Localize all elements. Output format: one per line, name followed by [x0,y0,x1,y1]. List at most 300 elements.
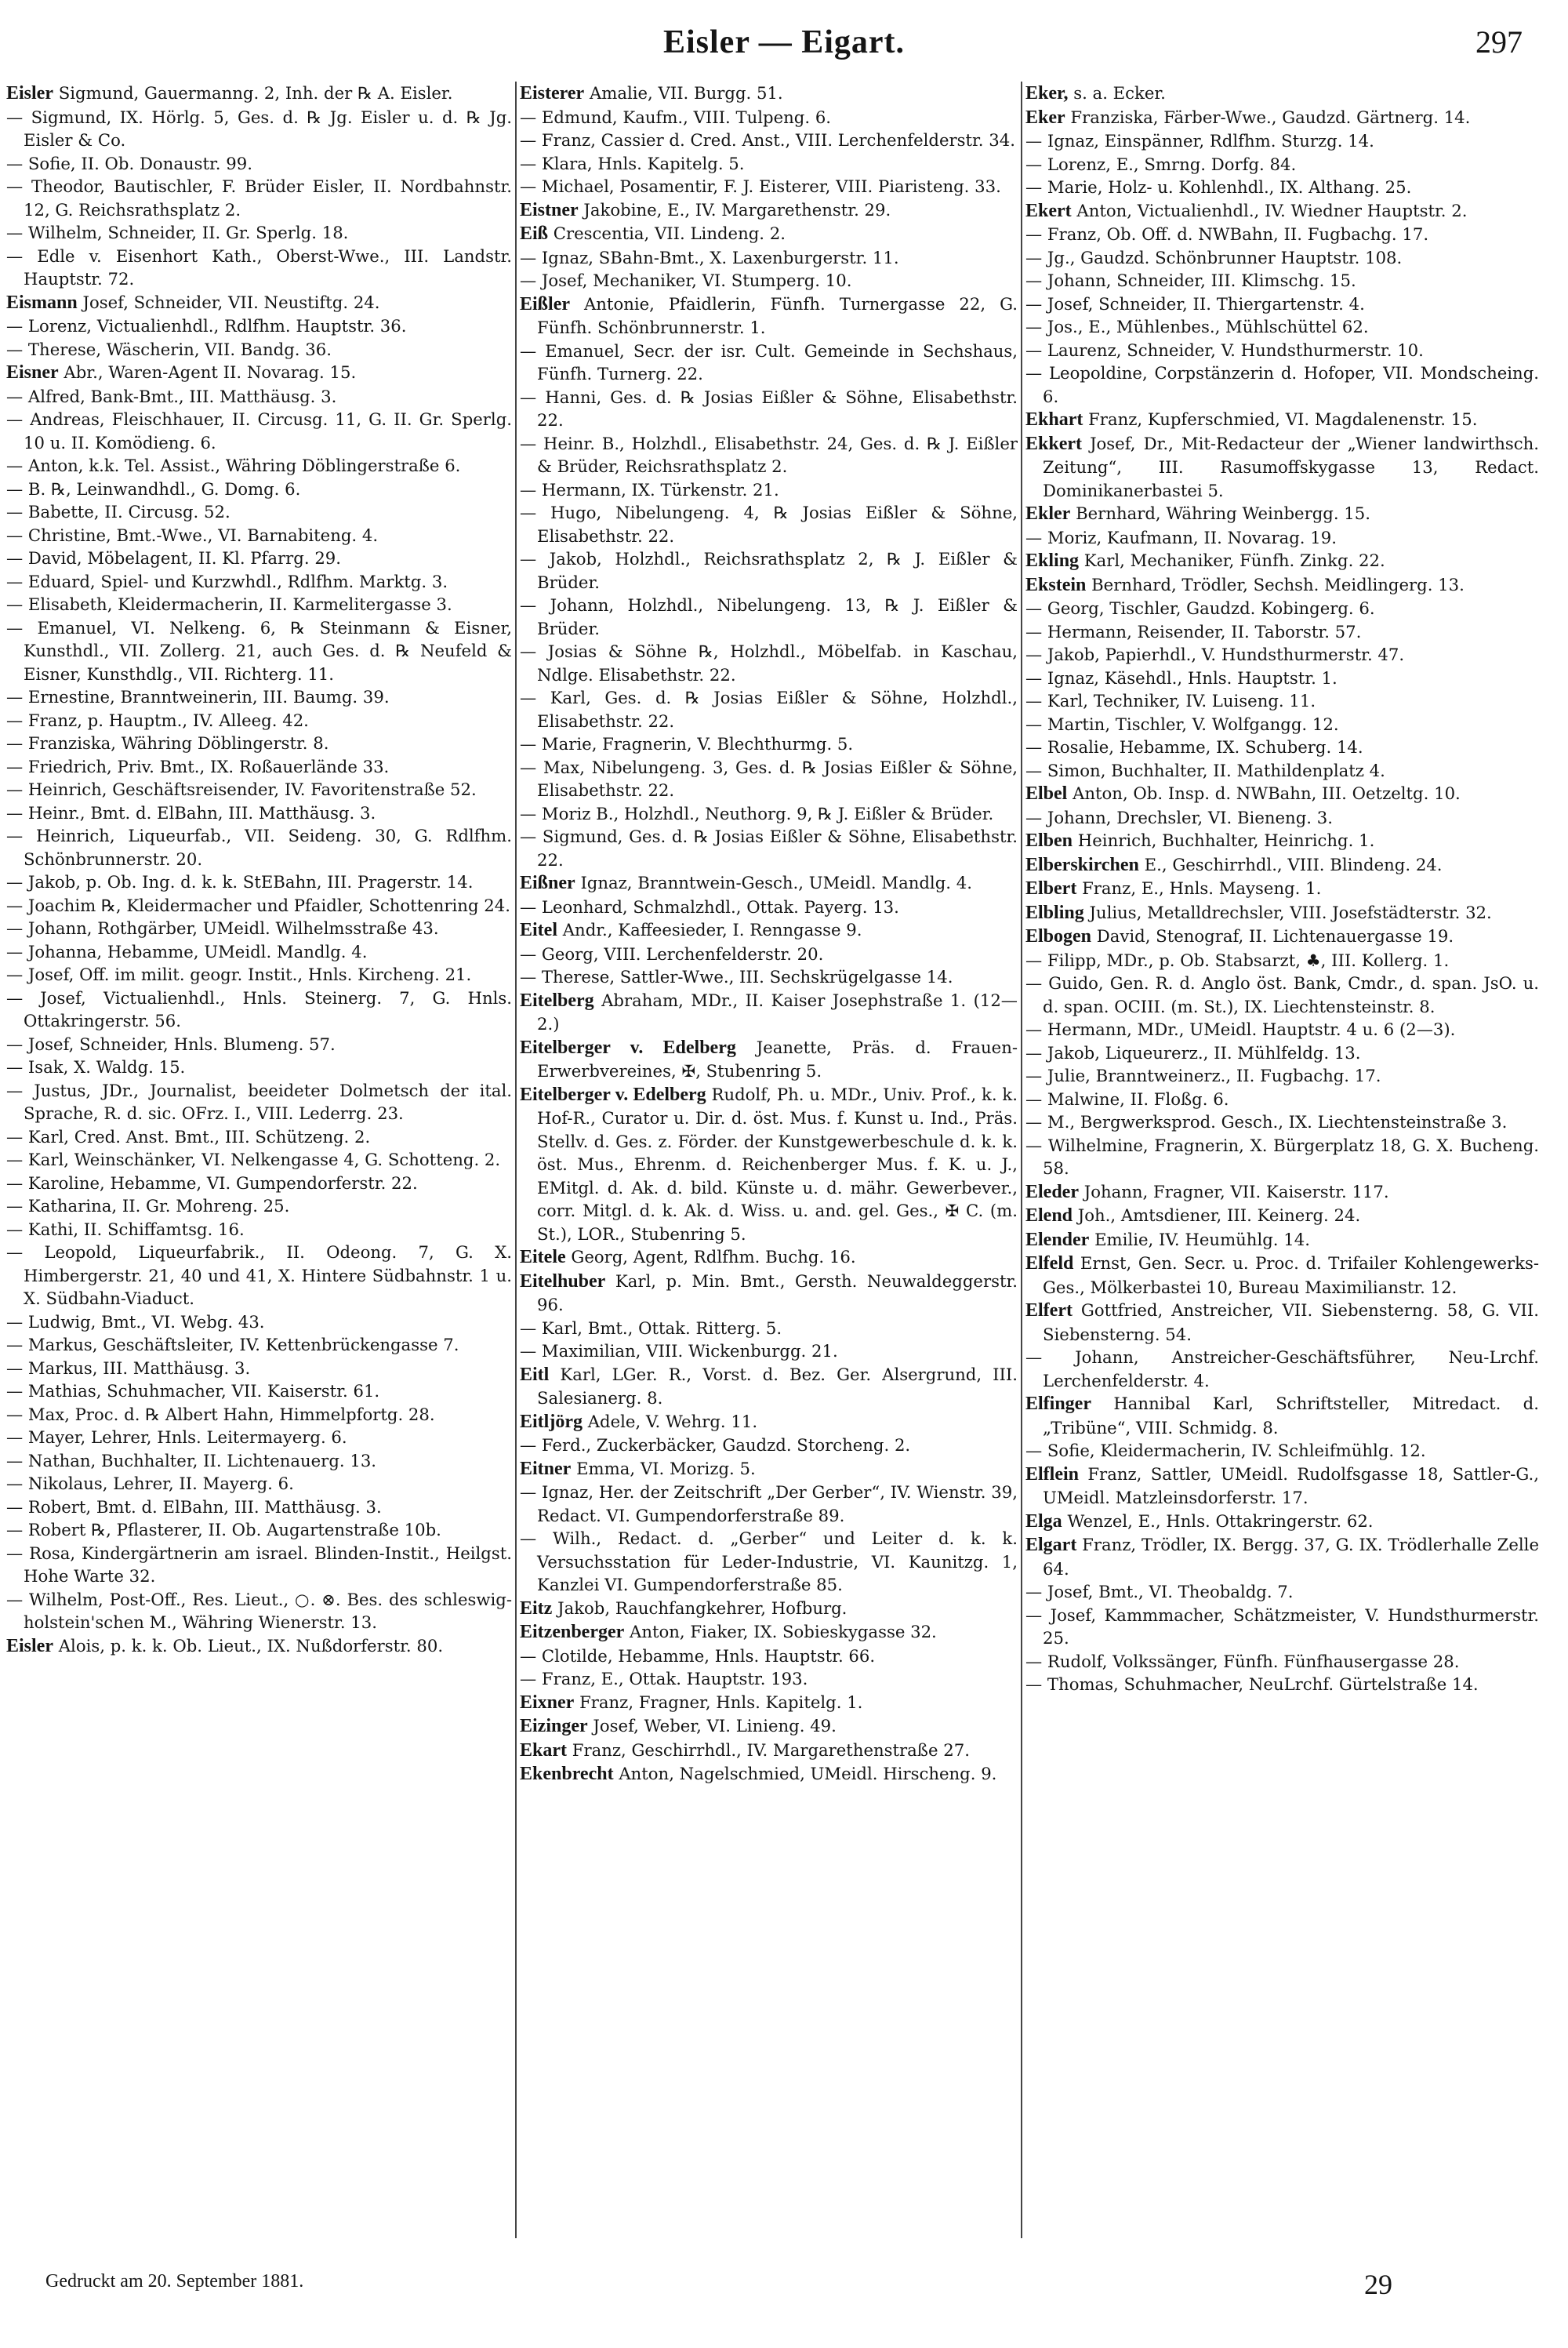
directory-entry [1025,362,1539,408]
entry-text: — Wilh., Redact. d. „Gerber“ und Leiter d. k. k. Versuchsstation für Leder-Industrie, VI. Kaunitzg. 1, Kanzlei VI. Gumpendorferstraße 85. [520,1528,1018,1594]
entry-text: — Max, Proc. d. ℞ Albert Hahn, Himmelpfortg. 28. [6,1404,435,1424]
entry-text: — Hermann, Reisender, II. Taborstr. 57. [1025,621,1362,642]
directory-entry [6,963,512,987]
directory-entry [6,1310,512,1334]
entry-text: — Hanni, Ges. d. ℞ Josias Eißler & Söhne, Elisabethstr. 22. [520,387,1018,430]
entry-text: Josef, Weber, VI. Linieng. 49. [593,1716,837,1736]
entry-text: — Hermann, MDr., UMeidl. Hauptstr. 4 u. 6 (2—3). [1025,1020,1456,1039]
entry-text: — Marie, Holz- u. Kohlenhdl., IX. Althang. 25. [1025,177,1412,197]
directory-entry [520,1667,1018,1691]
directory-entry [6,1449,512,1473]
entry-text: Alois, p. k. k. Ob. Lieut., IX. Nußdorferstr. 80. [58,1635,444,1656]
running-title: Eisler — Eigart. [662,24,906,60]
entry-text: Julius, Metalldrechsler, VIII. Josefstädterstr. 32. [1089,902,1492,922]
entry-text: — Justus, JDr., Journalist, beeideter Dolmetsch der ital. Sprache, R. d. sic. OFrz. I., VIII. Lederrg. 23. [6,1080,512,1123]
directory-entry [520,152,1018,176]
entry-text: — Johanna, Hebamme, UMeidl. Mandlg. 4. [6,941,368,961]
directory-entry [1025,1650,1539,1674]
entry-text: Antonie, Pfaidlerin, Fünfh. Turnergasse 22, G. Fünfh. Schönbrunnerstr. 1. [537,293,1018,337]
directory-entry [6,221,512,245]
directory-entry [1025,643,1539,667]
entry-text: — Georg, VIII. Lerchenfelderstr. 20. [520,943,824,964]
entry-surname: Eixner [520,1692,575,1713]
directory-entry [520,198,1018,223]
directory-entry [6,940,512,964]
directory-entry [520,756,1018,802]
directory-entry [1025,713,1539,736]
entry-text: — Jakob, Papierhdl., V. Hundsthurmerstr. 47. [1025,645,1405,664]
directory-entry [1025,1510,1539,1534]
directory-entry [520,1083,1018,1246]
directory-entry [6,1379,512,1403]
entry-text: — Markus, Geschäftsleiter, IV. Kettenbrückengasse 7. [6,1335,459,1354]
directory-entry [6,1194,512,1218]
entry-surname: Eker, [1025,83,1069,104]
entry-text: — Hermann, IX. Türkenstr. 21. [520,479,779,500]
entry-text: Abr., Waren-Agent II. Novarag. 15. [64,362,357,382]
entry-surname: Eisterer [520,83,585,104]
entry-text: — Johann, Drechsler, VI. Bieneng. 3. [1025,807,1333,827]
entry-text: — Josias & Söhne ℞, Holzhdl., Möbelfab. in Kaschau, Ndlge. Elisabethstr. 22. [520,642,1018,685]
entry-surname: Eitljörg [520,1411,583,1432]
entry-text: — Anton, k.k. Tel. Assist., Währing Döblingerstraße 6. [6,456,461,475]
directory-entry [6,732,512,755]
directory-entry [1025,829,1539,853]
directory-entry [1025,526,1539,550]
directory-entry [520,825,1018,871]
entry-text: — Johann, Anstreicher-Geschäftsführer, Neu-Lrchf. Lerchenfelderstr. 4. [1025,1347,1539,1390]
directory-entry [1025,199,1539,224]
entry-text: — Johann, Rothgärber, UMeidl. Wilhelmsstraße 43. [6,918,439,938]
directory-entry [6,314,512,338]
directory-entry [520,871,1018,896]
directory-entry [6,616,512,686]
entry-surname: Eitner [520,1458,572,1479]
entry-surname: Elender [1025,1229,1090,1250]
entry-text: Karl, p. Min. Bmt., Gersth. Neuwaldeggerstr. 96. [537,1270,1018,1314]
entry-text: — Ignaz, SBahn-Bmt., X. Laxenburgerstr. 11. [520,247,899,267]
directory-entry [1025,759,1539,783]
directory-entry [1025,1204,1539,1228]
directory-entry [520,896,1018,919]
entry-text: — Robert ℞, Pflasterer, II. Ob. Augartenstraße 10b. [6,1520,441,1539]
entry-text: — Simon, Buchhalter, II. Mathildenplatz 4. [1025,760,1385,780]
directory-entry [1025,432,1539,503]
entry-text: Gottfried, Anstreicher, VII. Siebensterng. 58, G. VII. Siebensterng. 54. [1043,1300,1539,1344]
entry-text: — Eduard, Spiel- und Kurzwhdl., Rdlfhm. Marktg. 3. [6,571,448,591]
entry-text: — Josef, Schneider, Hnls. Blumeng. 57. [6,1034,336,1054]
entry-text: — Therese, Wäscherin, VII. Bandg. 36. [6,339,332,359]
entry-text: Georg, Agent, Rdlfhm. Buchg. 16. [571,1247,856,1267]
directory-entry [6,408,512,454]
directory-entry [6,1403,512,1427]
directory-entry [520,478,1018,502]
entry-text: — Hugo, Nibelungeng. 4, ℞ Josias Eißler & Söhne, Elisabethstr. 22. [520,503,1018,546]
directory-entry [6,894,512,918]
directory-entry [1025,1604,1539,1650]
entry-text: — Ignaz, Her. der Zeitschrift „Der Gerber“, IV. Wienstr. 39, Redact. VI. Gumpendorferstraße 89. [520,1482,1018,1525]
directory-entry [520,1339,1018,1363]
entry-text: — Joachim ℞, Kleidermacher und Pfaidler, Schottenring 24. [6,895,510,915]
entry-text: Abraham, MDr., II. Kaiser Josephstraße 1. (12—2.) [537,990,1018,1034]
directory-entry [520,129,1018,152]
directory-entry [520,1036,1018,1083]
entry-surname: Eitelberg [520,990,594,1011]
entry-text: Adele, V. Wehrg. 11. [587,1411,758,1431]
column-3 [1025,82,1539,2238]
directory-entry [1025,949,1539,972]
entry-surname: Eitele [520,1247,566,1267]
directory-entry [6,1033,512,1056]
entry-text: — Franz, Ob. Off. d. NWBahn, II. Fugbachg. 17. [1025,224,1429,244]
directory-entry [6,547,512,570]
entry-text: Karl, LGer. R., Vorst. d. Bez. Ger. Alsergrund, III. Salesianerg. 8. [537,1364,1018,1408]
entry-text: Franz, Kupferschmied, VI. Magdalenenstr. 15. [1088,409,1478,429]
directory-entry [6,1241,512,1310]
entry-text: — Moriz, Kaufmann, II. Novarag. 19. [1025,527,1337,547]
directory-entry [1025,972,1539,1018]
entry-text: — Rudolf, Volkssänger, Fünfh. Fünfhausergasse 28. [1025,1651,1460,1671]
entry-text: — Jakob, Holzhdl., Reichsrathsplatz 2, ℞ J. Eißler & Brüder. [520,549,1018,592]
directory-entry [6,570,512,594]
directory-entry [1025,901,1539,925]
directory-entry [1025,1134,1539,1180]
entry-text: — Ernestine, Branntweinerin, III. Baumg. 39. [6,687,390,707]
directory-entry [520,293,1018,340]
entry-text: — Ferd., Zuckerbäcker, Gaudzd. Storcheng. 2. [520,1435,911,1455]
directory-entry [520,1410,1018,1434]
entry-text: — Heinrich, Liqueurfab., VII. Seideng. 30, G. Rdlfhm. Schönbrunnerstr. 20. [6,826,512,869]
directory-entry [6,593,512,616]
entry-text: — Nathan, Buchhalter, II. Lichtenauerg. 13. [6,1450,377,1470]
directory-entry [1025,1110,1539,1134]
directory-entry [520,943,1018,966]
entry-text: Crescentia, VII. Lindeng. 2. [553,224,786,243]
directory-entry [6,1056,512,1079]
entry-surname: Ekert [1025,200,1072,221]
entry-text: E., Geschirrhdl., VIII. Blindeng. 24. [1144,854,1443,874]
entry-surname: Elbel [1025,783,1068,804]
directory-entry [520,594,1018,640]
entry-text: Hannibal Karl, Schriftsteller, Mitredact. d. „Tribüne“, VIII. Schmidg. 8. [1043,1394,1539,1438]
directory-entry [520,501,1018,547]
entry-surname: Eitz [520,1597,553,1619]
directory-entry [6,1518,512,1542]
entry-text: — Kathi, II. Schiffamtsg. 16. [6,1219,245,1239]
entry-text: — Johann, Schneider, III. Klimschg. 15. [1025,271,1356,290]
entry-text: — Wilhelmine, Fragnerin, X. Bürgerplatz 18, G. X. Bucheng. 58. [1025,1135,1539,1178]
directory-entry [520,802,1018,826]
directory-entry [6,1588,512,1634]
entry-surname: Eisler [6,83,53,104]
entry-surname: Eitelberger v. Edelberg [520,1084,706,1105]
entry-surname: Eistner [520,199,579,220]
entry-text: — Karl, Bmt., Ottak. Ritterg. 5. [520,1318,782,1338]
directory-entry [6,1148,512,1172]
directory-entry [520,175,1018,198]
entry-text: — Edmund, Kaufm., VIII. Tulpeng. 6. [520,107,832,127]
entry-text: — Franz, p. Hauptm., IV. Alleeg. 42. [6,710,309,730]
directory-entry [520,1245,1018,1270]
directory-entry [1025,782,1539,806]
entry-text: — Alfred, Bank-Bmt., III. Matthäusg. 3. [6,386,337,406]
page-header [0,24,1568,78]
entry-text: — Moriz B., Holzhdl., Neuthorg. 9, ℞ J. Eißler & Brüder. [520,803,994,823]
directory-entry [520,1527,1018,1597]
entry-text: — Elisabeth, Kleidermacherin, II. Karmelitergasse 3. [6,594,452,614]
directory-entry [520,340,1018,386]
entry-text: — Karl, Cred. Anst. Bmt., III. Schützeng. 2. [6,1126,371,1147]
directory-entry [1025,1088,1539,1111]
directory-entry [1025,339,1539,362]
directory-entry [520,246,1018,270]
entry-text: — Sigmund, IX. Hörlg. 5, Ges. d. ℞ Jg. Eisler u. d. ℞ Jg. Eisler & Co. [6,107,512,150]
entry-surname: Ekart [520,1739,567,1761]
directory-entry [520,1645,1018,1668]
entry-surname: Ekhart [1025,409,1083,430]
directory-entry [520,82,1018,106]
directory-entry [6,361,512,385]
directory-entry [6,1472,512,1496]
directory-entry [520,1762,1018,1786]
directory-entry [1025,129,1539,153]
entry-text: — Heinr. B., Holzhdl., Elisabethstr. 24, Ges. d. ℞ J. Eißler & Brüder, Reichsrathsplatz 2. [520,433,1018,476]
entry-text: — M., Bergwerksprod. Gesch., IX. Liechtensteinstraße 3. [1025,1112,1508,1132]
directory-entry [6,1426,512,1449]
sheet-signature: 29 [1364,2269,1392,2300]
directory-entry [1025,1533,1539,1580]
entry-text: — Ludwig, Bmt., VI. Webg. 43. [6,1311,265,1332]
entry-text: Sigmund, Gauermanng. 2, Inh. der ℞ A. Eisler. [58,83,453,103]
entry-text: — Rosa, Kindergärtnerin am israel. Blinden-Instit., Heilgst. Hohe Warte 32. [6,1543,512,1586]
entry-text: Ignaz, Branntwein-Gesch., UMeidl. Mandlg. 4. [580,873,972,892]
directory-entry [1025,1580,1539,1604]
page-number: 297 [1475,24,1523,60]
entry-text: Heinrich, Buchhalter, Heinrichg. 1. [1077,831,1375,850]
directory-entry [520,1270,1018,1317]
directory-entry [6,1125,512,1149]
entry-text: — Lorenz, E., Smrng. Dorfg. 84. [1025,154,1297,174]
entry-text: — Ignaz, Einspänner, Rdlfhm. Sturzg. 14. [1025,131,1374,151]
directory-entry [1025,269,1539,293]
entry-text: — Josef, Schneider, II. Thiergartenstr. 4. [1025,293,1365,314]
entry-text: — Sigmund, Ges. d. ℞ Josias Eißler & Söhne, Elisabethstr. 22. [520,827,1018,870]
entry-text: — Wilhelm, Post-Off., Res. Lieut., ○. ⊗. Bes. des schleswig-holstein'schen M., Währing Wienerstr. 13. [6,1589,512,1632]
entry-text: — Jg., Gaudzd. Schönbrunner Hauptstr. 108. [1025,247,1403,267]
entry-text: — Klara, Hnls. Kapitelg. 5. [520,153,745,173]
entry-text: — Edle v. Eisenhort Kath., Oberst-Wwe., III. Landstr. Hauptstr. 72. [6,245,512,289]
directory-entry [520,106,1018,129]
directory-entry [6,152,512,176]
directory-entry [1025,223,1539,246]
directory-entry [6,245,512,291]
directory-entry [1025,1346,1539,1392]
entry-surname: Ekling [1025,551,1080,571]
directory-entry [1025,1252,1539,1299]
entry-text: — Guido, Gen. R. d. Anglo öst. Bank, Cmdr., d. span. JsO. u. d. span. OCIII. (m. St.), IX. Liechtensteinstr. 8. [1025,973,1539,1016]
entry-text: — Katharina, II. Gr. Mohreng. 25. [6,1196,290,1216]
directory-entry [6,82,512,106]
directory-entry [1025,573,1539,598]
directory-entry [1025,1439,1539,1463]
entry-text: — Josef, Kammmacher, Schätzmeister, V. Hundsthurmerstr. 25. [1025,1605,1539,1648]
entry-text: — Karl, Weinschänker, VI. Nelkengasse 4, G. Schotteng. 2. [6,1150,501,1169]
entry-text: — Leopoldine, Corpstänzerin d. Hofoper, VII. Mondscheing. 6. [1025,363,1539,406]
entry-text: — Leopold, Liqueurfabrik., II. Odeong. 7, G. X. Himbergerstr. 21, 40 und 41, X. Hintere Südbahnstr. 1 u. X. Südbahn-Viaduct. [6,1242,512,1308]
directory-entry [6,1172,512,1195]
directory-entry [520,1597,1018,1621]
entry-text: — Markus, III. Matthäusg. 3. [6,1358,251,1378]
entry-text: — Babette, II. Circusg. 52. [6,502,230,522]
directory-entry [520,1363,1018,1410]
directory-entry [1025,736,1539,759]
directory-entry [6,1218,512,1241]
directory-entry [1025,1180,1539,1205]
directory-entry [6,175,512,221]
entry-text: — Josef, Off. im milit. geogr. Instit., Hnls. Kircheng. 21. [6,965,472,984]
entry-surname: Elflein [1025,1463,1080,1485]
entry-text: Emma, VI. Morizg. 5. [576,1458,756,1478]
directory-entry [1025,806,1539,830]
entry-text: Franz, Trödler, IX. Bergg. 37, G. IX. Trödlerhalle Zelle 64. [1043,1535,1539,1579]
directory-entry [1025,82,1539,106]
entry-text: — Martin, Tischler, V. Wolfgangg. 12. [1025,714,1339,734]
directory-entry [1025,246,1539,270]
entry-text: — Rosalie, Hebamme, IX. Schuberg. 14. [1025,737,1363,757]
entry-text: — Mayer, Lehrer, Hnls. Leitermayerg. 6. [6,1427,347,1447]
entry-text: — Michael, Posamentir, F. J. Eisterer, VIII. Piaristeng. 33. [520,176,1001,196]
directory-entry [1025,293,1539,316]
entry-text: — B. ℞, Leinwandhdl., G. Domg. 6. [6,478,301,499]
directory-entry [1025,408,1539,432]
directory-entry [6,778,512,801]
entry-text: — Jos., E., Mühlenbes., Mühlschüttel 62. [1025,317,1369,336]
entry-surname: Eitelberger v. Edelberg [520,1037,736,1058]
directory-entry [520,640,1018,686]
entry-surname: Eisner [6,362,59,383]
directory-entry [6,709,512,732]
directory-entry [1025,1463,1539,1510]
entry-text: Franziska, Färber-Wwe., Gaudzd. Gärtnerg. 14. [1070,107,1471,127]
entry-surname: Ekler [1025,503,1071,524]
entry-text: Rudolf, Ph. u. MDr., Univ. Prof., k. k. Hof-R., Curator u. Dir. d. öst. Mus. f. Kunst u. Ind., Präs. Stellv. d. Ges. z. Förder. der Kunstgewerbeschule d. k. k. öst. Mus., Ehrenm. d. Reichenberger Mus. f. K. u. J., EMitgl. d. Ak. d. bild. Künste u. d. mähr. Gewerbever., corr. Mitgl. d. k. Ak. d. Wiss. u. and. gel. Ges., ✠ C. (m. St.), LOR., Stubenring 5. [537,1084,1018,1244]
entry-surname: Elga [1025,1510,1062,1532]
entry-text: — Theodor, Bautischler, F. Brüder Eisler, II. Nordbahnstr. 12, G. Reichsrathsplatz 2. [6,176,512,220]
entry-text: — Wilhelm, Schneider, II. Gr. Sperlg. 18. [6,223,349,242]
directory-entry [520,1620,1018,1645]
entry-surname: Eißler [520,293,570,314]
entry-text: — Emanuel, VI. Nelkeng. 6, ℞ Steinmann & Eisner, Kunsthdl., VII. Zollerg. 21, auch Ges. d. ℞ Neufeld & Eisner, Kunsthdlg., VII. Richterg. 11. [6,617,512,684]
directory-entry [6,871,512,894]
entry-surname: Elfinger [1025,1394,1091,1414]
entry-text: Anton, Fiaker, IX. Sobieskygasse 32. [630,1622,937,1641]
directory-entry [6,1357,512,1380]
directory-entry [520,1457,1018,1481]
entry-text: Emilie, IV. Heumühlg. 14. [1094,1229,1310,1249]
entry-surname: Ekenbrecht [520,1764,614,1784]
entry-surname: Elend [1025,1205,1073,1226]
entry-text: Josef, Dr., Mit-Redacteur der „Wiener landwirthsch. Zeitung“, III. Rasumoffskygasse 13, Redact. Dominikanerbastei 5. [1043,433,1539,500]
entry-text: — Josef, Victualienhdl., Hnls. Steinerg. 7, G. Hnls. Ottakringerstr. 56. [6,987,512,1030]
entry-text: Karl, Mechaniker, Fünfh. Zinkg. 22. [1083,551,1385,570]
entry-text: — Karl, Ges. d. ℞ Josias Eißler & Söhne, Holzhdl., Elisabethstr. 22. [520,688,1018,731]
entry-text: Bernhard, Währing Weinbergg. 15. [1076,503,1370,523]
entry-text: Jeanette, Präs. d. Frauen-Erwerbvereines, ✠, Stubenring 5. [537,1037,1018,1081]
directory-entry [1025,176,1539,199]
directory-entry [6,338,512,362]
entry-text: — Friedrich, Priv. Bmt., IX. Roßauerlände 33. [6,756,390,776]
column-1 [6,82,512,2238]
entry-text: Franz, Fragner, Hnls. Kapitelg. 1. [579,1692,863,1712]
directory-entry [1025,1041,1539,1065]
directory-entry [1025,153,1539,176]
entry-text: Joh., Amtsdiener, III. Keinerg. 24. [1077,1205,1361,1225]
entry-text: — Heinr., Bmt. d. ElBahn, III. Matthäusg. 3. [6,802,376,823]
entry-text: Johann, Fragner, VII. Kaiserstr. 117. [1083,1181,1389,1201]
entry-surname: Eitel [520,920,557,940]
entry-text: — Karoline, Hebamme, VI. Gumpendorferstr. 22. [6,1172,418,1193]
directory-entry [1025,877,1539,901]
directory-entry [520,732,1018,756]
entry-text: Bernhard, Trödler, Sechsh. Meidlingerg. 13. [1091,574,1465,594]
directory-entry [520,222,1018,246]
entry-surname: Eißner [520,873,575,893]
entry-text: Ernst, Gen. Secr. u. Proc. d. Trifailer Kohlengewerks-Ges., Mölkerbastei 10, Bureau Maximilianstr. 12. [1043,1253,1539,1297]
entry-text: Franz, Geschirrhdl., IV. Margarethenstraße 27. [572,1739,970,1760]
directory-entry [6,106,512,152]
directory-entry [6,917,512,940]
entry-surname: Eitelhuber [520,1270,606,1292]
entry-text: — Franz, Cassier d. Cred. Anst., VIII. Lerchenfelderstr. 34. [520,130,1015,150]
directory-entry [520,989,1018,1036]
entry-surname: Ekstein [1025,574,1087,595]
entry-text: — Mathias, Schuhmacher, VII. Kaiserstr. 61. [6,1381,380,1401]
directory-entry [6,1634,512,1659]
directory-entry [6,1496,512,1519]
directory-entry [520,1714,1018,1739]
entry-text: Anton, Nagelschmied, UMeidl. Hirscheng. 9. [619,1764,997,1783]
entry-text: Wenzel, E., Hnls. Ottakringerstr. 62. [1067,1510,1374,1531]
entry-text: — Isak, X. Waldg. 15. [6,1057,186,1077]
directory-entry [1025,667,1539,690]
entry-text: — Leonhard, Schmalzhdl., Ottak. Payerg. 13. [520,896,899,917]
directory-entry [520,1691,1018,1715]
directory-entry [6,291,512,315]
entry-text: — Nikolaus, Lehrer, II. Mayerg. 6. [6,1474,294,1493]
directory-entry [1025,689,1539,713]
directory-entry [520,1739,1018,1763]
entry-text: Anton, Ob. Insp. d. NWBahn, III. Oetzeltg. 10. [1073,783,1461,803]
entry-surname: Elfert [1025,1300,1073,1321]
directory-entry [1025,502,1539,526]
directory-entry [1025,549,1539,573]
entry-text: Amalie, VII. Burgg. 51. [589,83,783,103]
entry-text: Franz, E., Hnls. Mayseng. 1. [1082,878,1322,898]
directory-entry [1025,620,1539,644]
directory-entry [6,755,512,779]
entry-surname: Elgart [1025,1535,1077,1555]
entry-text: — Karl, Techniker, IV. Luiseng. 11. [1025,691,1316,711]
entry-surname: Eitl [520,1364,550,1385]
directory-columns [6,82,1562,2238]
directory-entry [6,524,512,547]
directory-entry [520,1317,1018,1340]
directory-entry [520,547,1018,594]
entry-text: — Josef, Bmt., VI. Theobaldg. 7. [1025,1582,1294,1601]
directory-entry [1025,1064,1539,1088]
entry-surname: Elberskirchen [1025,854,1139,875]
entry-text: s. a. Ecker. [1073,83,1166,103]
